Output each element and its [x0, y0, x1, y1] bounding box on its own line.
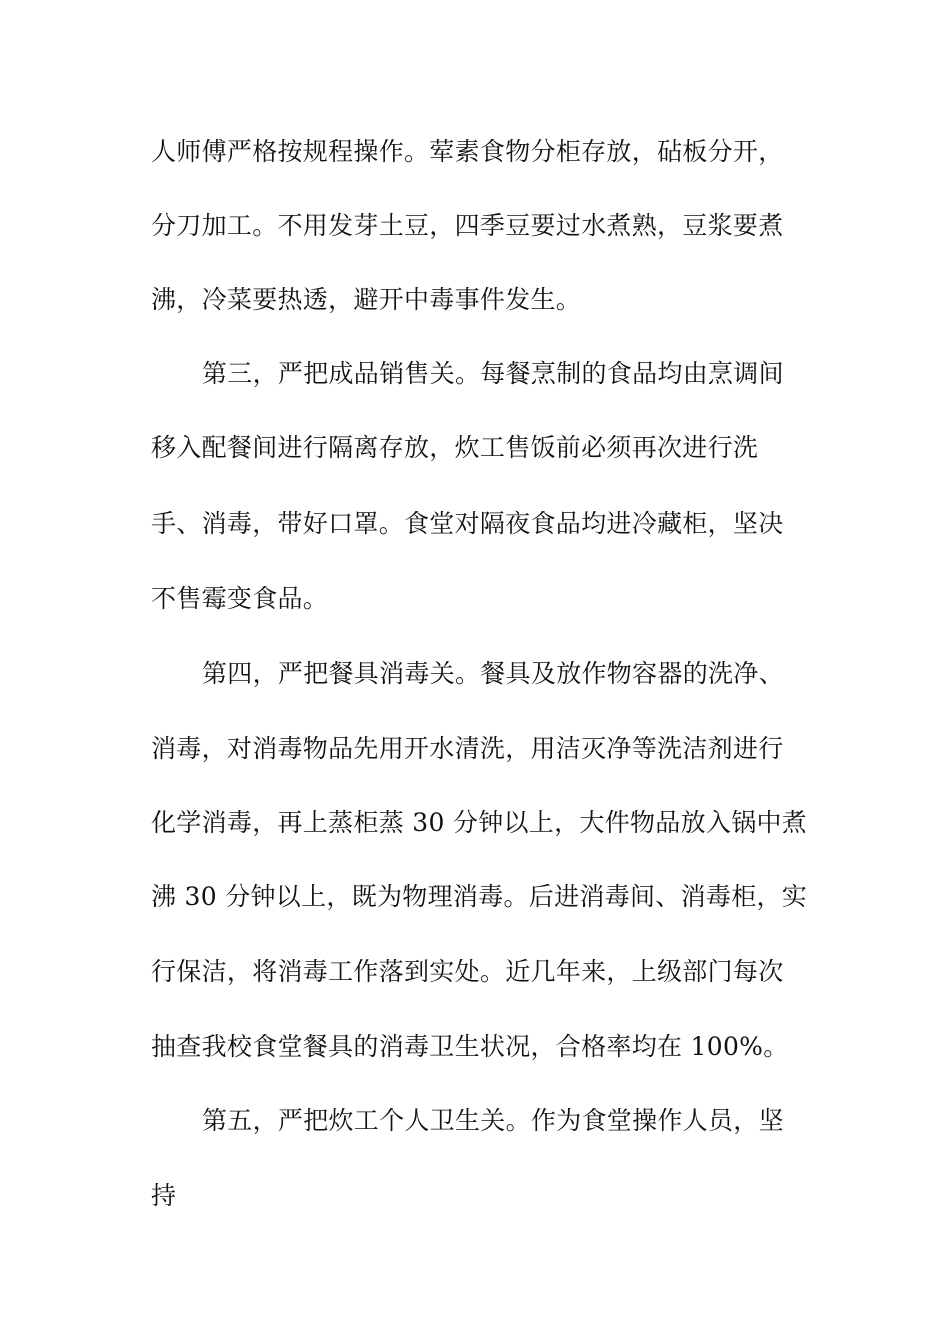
- text-line: 行保洁，将消毒工作落到实处。近几年来，上级部门每次: [151, 957, 784, 986]
- paragraph-start-line: 第三，严把成品销售关。每餐烹制的食品均由烹调间: [202, 359, 784, 388]
- text-line: 化学消毒，再上蒸柜蒸 30 分钟以上，大件物品放入锅中煮: [151, 808, 808, 837]
- text-line: 抽查我校食堂餐具的消毒卫生状况，合格率均在 100%。: [151, 1032, 789, 1061]
- text-line: 手、消毒，带好口罩。食堂对隔夜食品均进冷藏柜，坚决: [151, 509, 784, 538]
- text-line: 分刀加工。不用发芽土豆，四季豆要过水煮熟，豆浆要煮: [151, 211, 784, 240]
- text-line: 人师傅严格按规程操作。荤素食物分柜存放，砧板分开，: [151, 137, 784, 166]
- text-line: 移入配餐间进行隔离存放，炊工售饭前必须再次进行洗: [151, 433, 759, 462]
- text-line: 不售霉变食品。: [151, 584, 329, 613]
- text-line: 沸，冷菜要热透，避开中毒事件发生。: [151, 285, 582, 314]
- text-line: 持: [151, 1181, 177, 1210]
- text-line: 消毒，对消毒物品先用开水清洗，用洁灭净等洗洁剂进行: [151, 734, 784, 763]
- text-line: 沸 30 分钟以上，既为物理消毒。后进消毒间、消毒柜，实: [151, 882, 808, 911]
- paragraph-start-line: 第四，严把餐具消毒关。餐具及放作物容器的洗净、: [202, 659, 784, 688]
- paragraph-start-line: 第五，严把炊工个人卫生关。作为食堂操作人员，坚: [202, 1106, 784, 1135]
